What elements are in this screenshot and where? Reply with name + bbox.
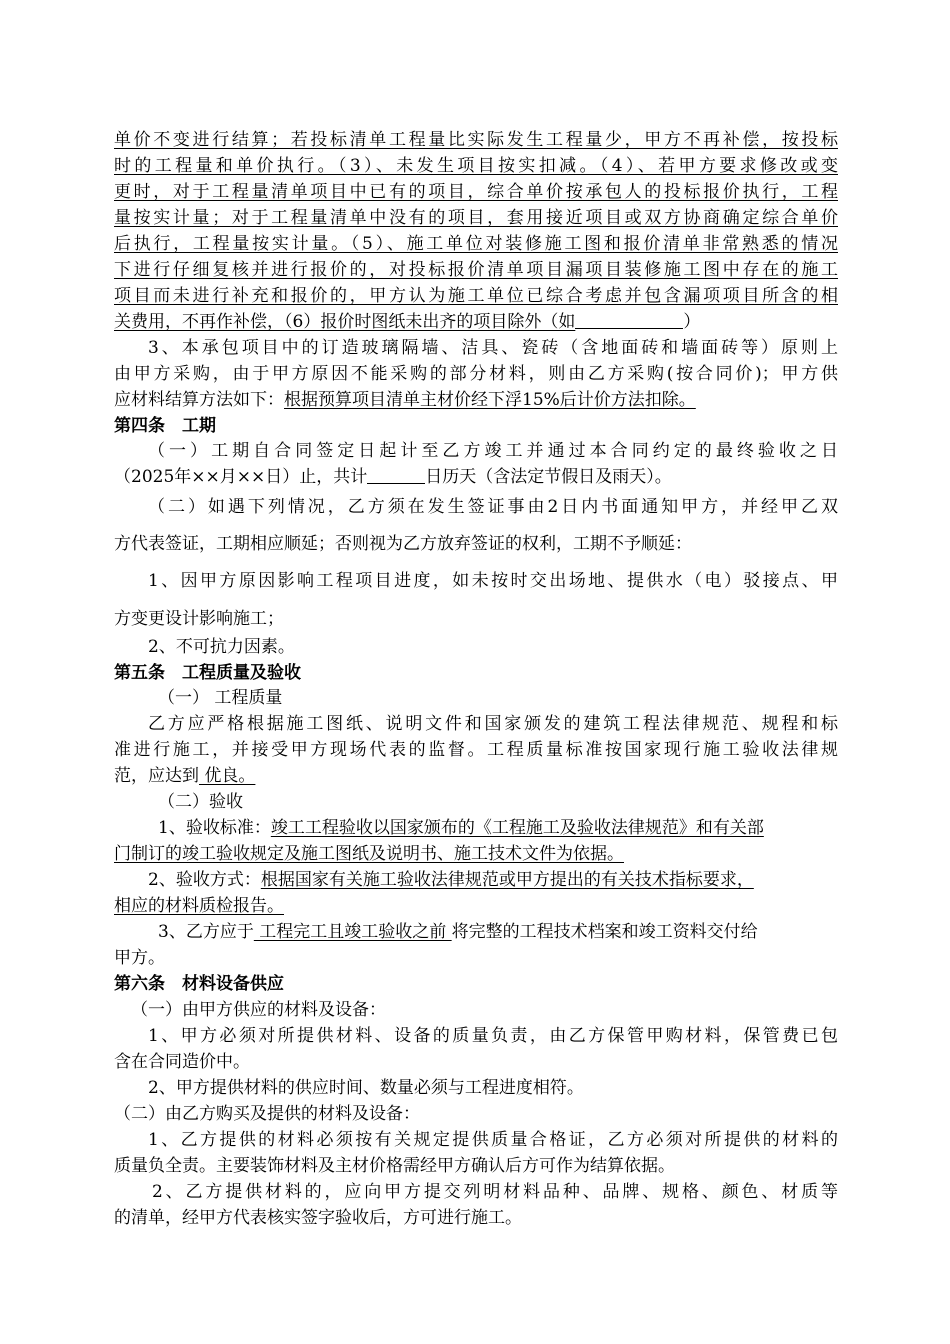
text-line: 2、甲方提供材料的供应时间、数量必须与工程进度相符。: [148, 1078, 584, 1098]
text-line: 乙方应严格根据施工图纸、说明文件和国家颁发的建筑工程法律规范、规程和标: [148, 714, 838, 734]
text-line: 1、乙方提供的材料必须按有关规定提供质量合格证，乙方必须对所提供的材料的: [148, 1130, 838, 1150]
text-span: 2、验收方式：: [148, 870, 261, 890]
text-line: 项目而未进行补充和报价的，甲方认为施工单位已综合考虑并包含漏项项目所含的相: [114, 286, 838, 306]
text-span: 根据国家有关施工验收法律规范或甲方提出的有关技术指标要求，: [260, 870, 754, 890]
text-line: 更时，对于工程量清单项目中已有的项目，综合单价按承包人的投标报价执行，工程: [114, 182, 838, 202]
text-line: 2、不可抗力因素。: [148, 637, 295, 657]
text-line: 1、因甲方原因影响工程项目进度，如未按时交出场地、提供水（电）驳接点、甲: [148, 571, 838, 591]
text-line: 方变更设计影响施工；: [114, 609, 284, 629]
text-line: [158, 815, 838, 841]
text-line: 后执行，工程量按实计量。（5）、施工单位对装修施工图和报价清单非常熟悉的情况: [114, 234, 838, 254]
text-span: 将完整的工程技术档案和竣工资料交付给: [451, 922, 758, 942]
text-span: 日历天（含法定节假日及雨天）。: [425, 467, 672, 487]
section-heading: 第六条 材料设备供应: [114, 974, 284, 994]
text-line: [158, 919, 838, 945]
text-span: 根据预算项目清单主材价经下浮15%后计价方法扣除。: [284, 390, 696, 410]
text-span: 优良。: [199, 766, 256, 786]
text-span: 应材料结算方法如下：: [114, 390, 284, 410]
text-line: （二）如遇下列情况，乙方须在发生签证事由2日内书面通知甲方，并经甲乙双: [148, 497, 838, 517]
fill-blank: [575, 310, 683, 329]
text-span: 1、验收标准：: [158, 818, 271, 838]
subsection-heading: （二）由乙方购买及提供的材料及设备：: [114, 1104, 420, 1124]
text-span: 关费用，不再作补偿，（6）报价时图纸未出齐的项目除外（如: [114, 312, 576, 332]
text-line: [114, 387, 838, 413]
text-line: 2、乙方提供材料的，应向甲方提交列明材料品种、品牌、规格、颜色、材质等: [152, 1182, 838, 1202]
text-line: 时的工程量和单价执行。（3）、未发生项目按实扣减。（4）、若甲方要求修改或变: [114, 156, 838, 176]
text-line: （一）工期自合同签定日起计至乙方竣工并通过本合同约定的最终验收之日: [148, 441, 838, 461]
section-heading: 第四条 工期: [114, 416, 216, 436]
text-line: 的清单，经甲方代表核实签字验收后，方可进行施工。: [114, 1208, 522, 1228]
fill-blank: [367, 465, 425, 484]
text-line: [114, 309, 838, 335]
text-span: 范，应达到: [114, 766, 199, 786]
text-line: 量按实计量；对于工程量清单中没有的项目，套用接近项目或双方协商确定综合单价: [114, 208, 838, 228]
text-line: [114, 464, 838, 490]
text-span: ）: [683, 312, 701, 332]
section-heading: 第五条 工程质量及验收: [114, 663, 301, 683]
text-line: 3、本承包项目中的订造玻璃隔墙、洁具、瓷砖（含地面砖和墙面砖等）原则上: [148, 338, 838, 358]
text-span: （2025年××月××日）止，共计: [114, 467, 368, 487]
text-line: 质量负全责。主要装饰材料及主材价格需经甲方确认后方可作为结算依据。: [114, 1156, 675, 1176]
subsection-heading: （二）验收: [158, 792, 243, 812]
text-span: 工程完工且竣工验收之前: [253, 922, 452, 942]
text-line: 甲方。: [114, 948, 165, 968]
text-line: 相应的材料质检报告。: [114, 896, 284, 916]
text-line: 方代表签证，工期相应顺延；否则视为乙方放弃签证的权利，工期不予顺延：: [114, 534, 692, 554]
text-span: 3、乙方应于: [158, 922, 254, 942]
text-line: 1、甲方必须对所提供材料、设备的质量负责，由乙方保管甲购材料，保管费已包: [148, 1026, 838, 1046]
text-line: 门制订的竣工验收规定及施工图纸及说明书、施工技术文件为依据。: [114, 844, 624, 864]
text-span: 竣工工程验收以国家颁布的《工程施工及验收法律规范》和有关部: [270, 818, 764, 838]
subsection-heading: （一）由甲方供应的材料及设备：: [131, 1000, 386, 1020]
text-line: 含在合同造价中。: [114, 1052, 250, 1072]
text-line: [148, 867, 838, 893]
subsection-heading: （一） 工程质量: [158, 688, 283, 708]
text-line: 下进行仔细复核并进行报价的，对投标报价清单项目漏项目装修施工图中存在的施工: [114, 260, 838, 280]
text-line: 单价不变进行结算；若投标清单工程量比实际发生工程量少，甲方不再补偿，按投标: [114, 130, 838, 150]
text-line: 由甲方采购，由于甲方原因不能采购的部分材料，则由乙方采购(按合同价)；甲方供: [114, 364, 838, 384]
text-line: 准进行施工，并接受甲方现场代表的监督。工程质量标准按国家现行施工验收法律规: [114, 740, 838, 760]
text-line: [114, 763, 838, 789]
